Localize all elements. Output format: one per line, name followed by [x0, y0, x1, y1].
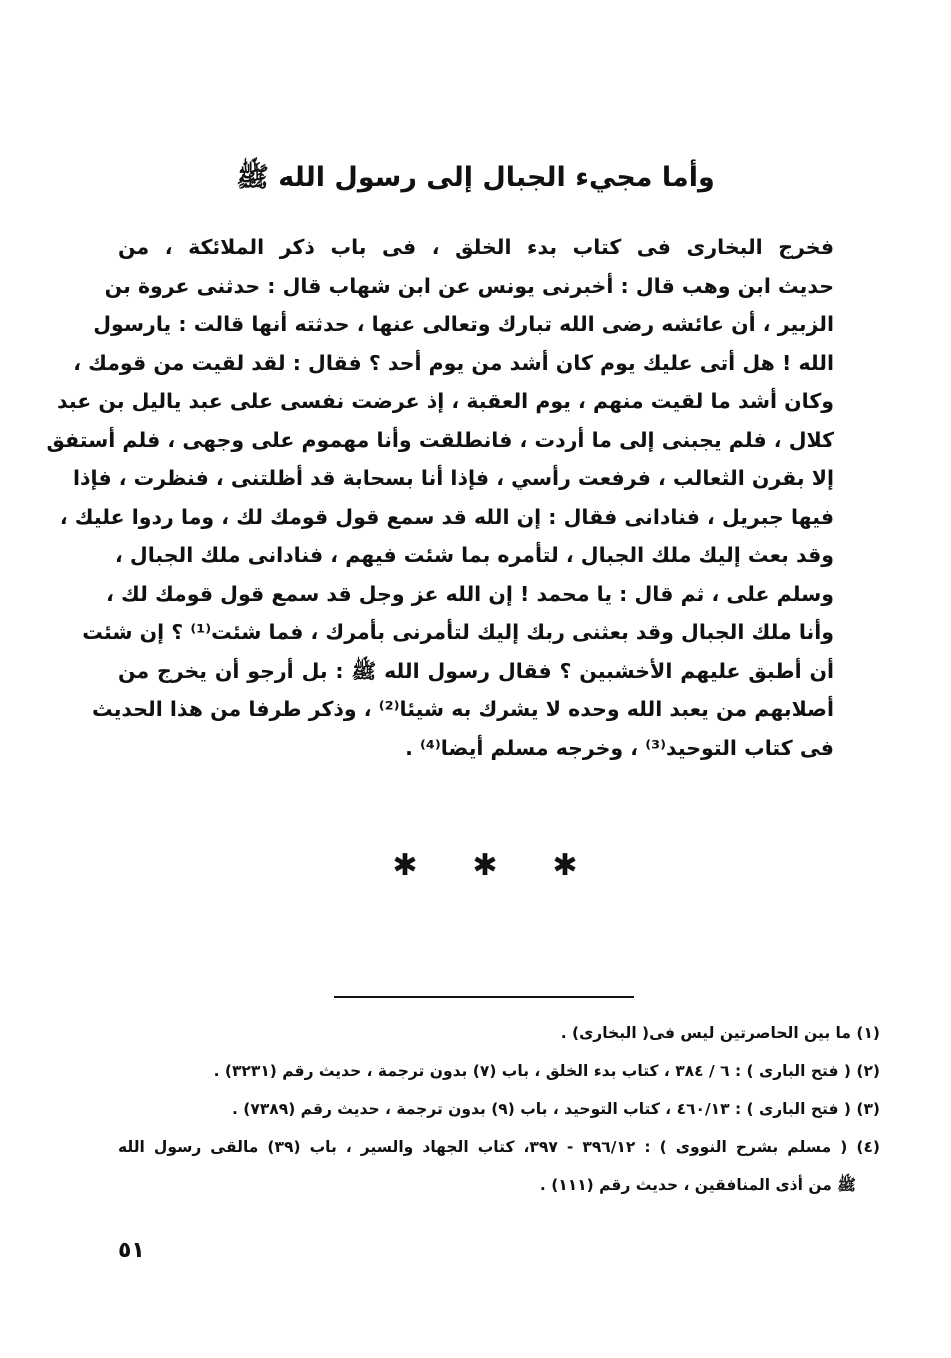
body-line: الزبير ، أن عائشه رضى الله تبارك وتعالى عنها ، حدثته أنها قالت : يارسول — [93, 312, 834, 336]
body-line: حديث ابن وهب قال : أخبرنى يونس عن ابن شهاب قال : حدثنى عروة بن — [104, 273, 834, 298]
footnote: (٢) ( فتح البارى ) : ٦ / ٣٨٤ ، كتاب بدء الخلق ، باب (٧) بدون ترجمة ، حديث رقم (٣٢٣١) . — [213, 1062, 880, 1080]
asterisk-icon: ✱ — [552, 848, 578, 883]
section-separator — [390, 846, 580, 886]
body-line: وقد بعث إليك ملك الجبال ، لتأمره بما شئت فيهم ، فنادانى ملك الجبال ، — [115, 543, 834, 567]
body-text — [46, 228, 834, 767]
footnote: (١) ما بين الحاصرتين ليس فى( البخارى) . — [560, 1024, 880, 1042]
footnotes — [118, 1014, 880, 1204]
footnote-divider — [334, 996, 634, 998]
body-line: أصلابهم من يعبد الله وحده لا يشرك به شيئا⁽²⁾ ، وذكر طرفا من هذا الحديث — [92, 697, 834, 721]
body-line: إلا بقرن الثعالب ، فرفعت رأسي ، فإذا أنا بسحابة قد أظلتنى ، فنظرت ، فإذا — [72, 466, 834, 490]
body-line: كلال ، فلم يجبنى إلى ما أردت ، فانطلقت وأنا مهموم على وجهى ، فلم أستفق — [46, 427, 834, 452]
body-line: وأنا ملك الجبال وقد بعثنى ربك إليك لتأمرنى بأمرك ، فما شئت⁽¹⁾ ؟ إن شئت — [82, 620, 834, 644]
page-title: وأما مجيء الجبال إلى رسول الله ﷺ — [236, 162, 715, 193]
footnote: (٣) ( فتح البارى ) : ٤٦٠/١٣ ، كتاب التوحيد ، باب (٩) بدون ترجمة ، حديث رقم (٧٣٨٩) . — [231, 1100, 880, 1118]
page-number: ٥١ — [118, 1238, 145, 1263]
footnote: (٤) ( مسلم بشرح النووى ) : ٣٩٦/١٢ - ٣٩٧، كتاب الجهاد والسير ، باب (٣٩) مالقى رسول الله — [118, 1138, 881, 1156]
body-line: فيها جبريل ، فنادانى فقال : إن الله قد سمع قول قومك لك ، وما ردوا عليك ، — [59, 504, 834, 529]
footnote-continuation: ﷺ من أذى المنافقين ، حديث رقم (١١١) . — [539, 1176, 856, 1194]
body-line: الله ! هل أتى عليك يوم كان أشد من يوم أحد ؟ فقال : لقد لقيت من قومك ، — [73, 350, 834, 375]
body-line: أن أطبق عليهم الأخشبين ؟ فقال رسول الله ﷺ : بل أرجو أن يخرج من — [118, 658, 834, 683]
body-line: وكان أشد ما لقيت منهم ، يوم العقبة ، إذ عرضت نفسى على عبد ياليل بن عبد — [57, 389, 834, 413]
body-line: فى كتاب التوحيد⁽³⁾ ، وخرجه مسلم أيضا⁽⁴⁾ . — [405, 735, 834, 760]
body-line: فخرج البخارى فى كتاب بدء الخلق ، فى باب ذكر الملائكة ، من — [118, 235, 834, 259]
asterisk-icon: ✱ — [392, 848, 418, 883]
asterisk-icon: ✱ — [472, 848, 498, 883]
body-line: وسلم على ، ثم قال : يا محمد ! إن الله عز وجل قد سمع قول قومك لك ، — [106, 581, 834, 606]
